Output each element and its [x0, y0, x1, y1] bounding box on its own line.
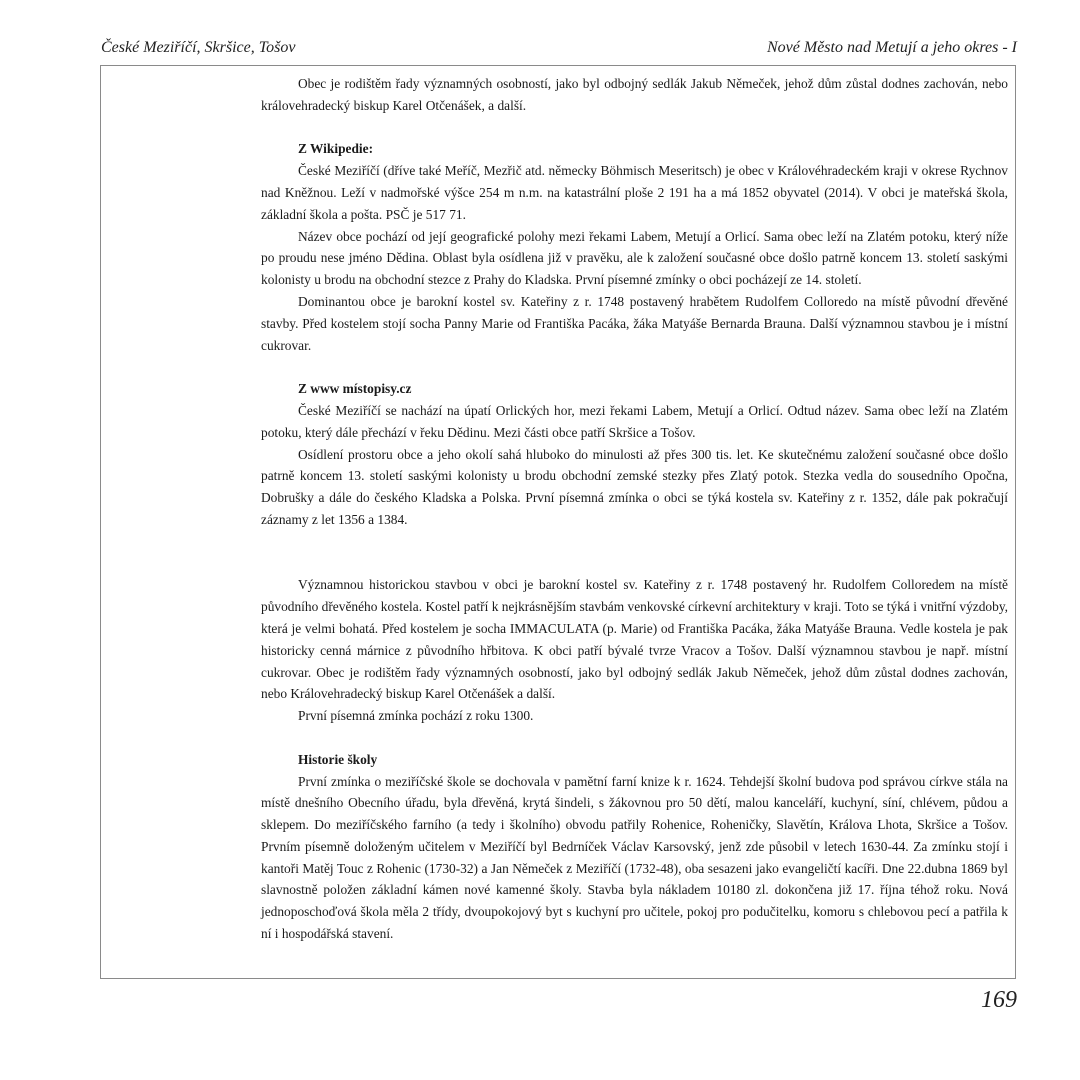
text-column	[261, 73, 1008, 945]
history-paragraph-1: Významnou historickou stavbou v obci je barokní kostel sv. Kateřiny z r. 1748 postavený hr. Rudolfem Colloredem na místě původního dřevěného kostela. Kostel patří k nejkrásnějším stavbám venkovské církevní architektury v kraji. Toto se týká i vnitřní výzdoby, která je velmi bohatá. Před kostelem je socha IMMACULATA (p. Marie) od Františka Pacáka, žáka Matyáše Brauna. Vedle kostela je pak historicky cenná márnice z původního hřbitova. K obci patří bývalé tvrze Vracov a Tošov. Další významnou stavbou je např. místní cukrovar. Obec je rodištěm řady významných osobností, jako byl odbojný sedlák Jakub Němeček, jehož dům zůstal dodnes zachován, nebo Královehradecký biskup Karel Otčenášek a další.	[261, 577, 1008, 702]
running-header-right: Nové Město nad Metují a jeho okres - I	[766, 39, 1017, 56]
intro-paragraph: Obec je rodištěm řady významných osobností, jako byl odbojný sedlák Jakub Němeček, jehož dům zůstal dodnes zachován, nebo královehradecký biskup Karel Otčenášek, a další.	[261, 76, 1008, 113]
wikipedia-paragraph-1: České Meziříčí (dříve také Meříč, Mezřič atd. německy Böhmisch Meseritsch) je obec v Královéhradeckém kraji v okrese Rychnov nad Kněžnou. Leží v nadmořské výšce 254 m n.m. na katastrální ploše 2 191 ha a má 1852 obyvatel (2014). V obci je mateřská škola, základní škola a pošta. PSČ je 517 71.	[261, 163, 1008, 222]
mistopisy-paragraph-2: Osídlení prostoru obce a jeho okolí sahá hluboko do minulosti až přes 300 tis. let. Ke skutečnému založení současné obce došlo patrně koncem 13. století saskými kolonisty u brodu obchodní zemské stezky přes Zlatý potok. Stezka vedla do sousedního Opočna, Dobrušky a dále do českého Kladska a Polska. První písemná zmínka o obci se týká kostela sv. Kateřiny z r. 1352, dále pak pokračují záznamy z let 1356 a 1384.	[261, 446, 1008, 527]
mistopisy-paragraph-1: České Meziříčí se nachází na úpatí Orlických hor, mezi řekami Labem, Metují a Orlicí. Odtud název. Sama obec leží na Zlatém potoku, který dále přechází v řeku Dědinu. Mezi části obce patří Skršice a Tošov.	[261, 402, 1008, 440]
school-history-paragraph: První zmínka o meziříčské škole se dochovala v pamětní farní knize k r. 1624. Tehdejší školní budova pod správou církve stála na místě dnešního Obecního úřadu, byla dřevěná, krytá šindeli, s žákovnou pro 50 dětí, malou kanceláří, kuchyní, síní, chlévem, půdou a sklepem. Do meziříčského farního (a tedy i školního) obvodu patřily Rohenice, Roheničky, Slavětín, Králova Lhota, Skršice a Tošov. Prvním písemně doloženým učitelem v Meziříčí byl Bedrníček Václav Karsovský, jenž zde působil v letech 1630-44. Za zmínku stojí i kantoři Matěj Touc z Rohenic (1730-32) a Jan Němeček z Meziříčí (1732-48), oba sesazeni jako evangeličtí kacíři. Dne 22.dubna 1869 byl slavnostně položen základní kámen nové kamenné školy. Stavba byla nákladem 10180 zl. dokončena již 17. října téhož roku. Nová jednoposchoďová škola měla 2 třídy, dvoupokojový byt s kuchyní pro učitele, pokoj pro podučitelku, komoru s chlebovou pecí a patřila k ní i hospodářská stavení.	[261, 773, 1008, 942]
running-header-left: České Meziříčí, Skršice, Tošov	[101, 39, 296, 56]
spacer	[261, 727, 1008, 749]
page-number: 169	[981, 987, 1017, 1013]
history-paragraph-2: První písemná zmínka pochází z roku 1300.	[298, 708, 534, 724]
school-history-heading: Historie školy	[298, 751, 378, 767]
wikipedia-paragraph-2: Název obce pochází od její geografické polohy mezi řekami Labem, Metují a Orlicí. Sama obec leží na Zlatém potoku, který níže po proudu nese jméno Dědina. Oblast byla osídlena již v pravěku, ale k založení současné obce došlo patrně koncem 13. století saskými kolonisty u brodu na obchodní stezce z Prahy do Kladska. První písemné zmínky o obci pocházejí ze 14. století.	[261, 228, 1008, 288]
spacer	[261, 531, 1008, 575]
spacer	[261, 117, 1008, 139]
spacer	[261, 356, 1008, 378]
wikipedia-heading: Z Wikipedie:	[298, 141, 374, 157]
mistopisy-heading: Z www místopisy.cz	[298, 381, 412, 397]
wikipedia-paragraph-3: Dominantou obce je barokní kostel sv. Kateřiny z r. 1748 postavený hrabětem Rudolfem Colloredo na místě původní dřevěné stavby. Před kostelem stojí socha Panny Marie od Františka Pacáka, žáka Matyáše Bernarda Brauna. Další významnou stavbou je i místní cukrovar.	[261, 293, 1008, 353]
